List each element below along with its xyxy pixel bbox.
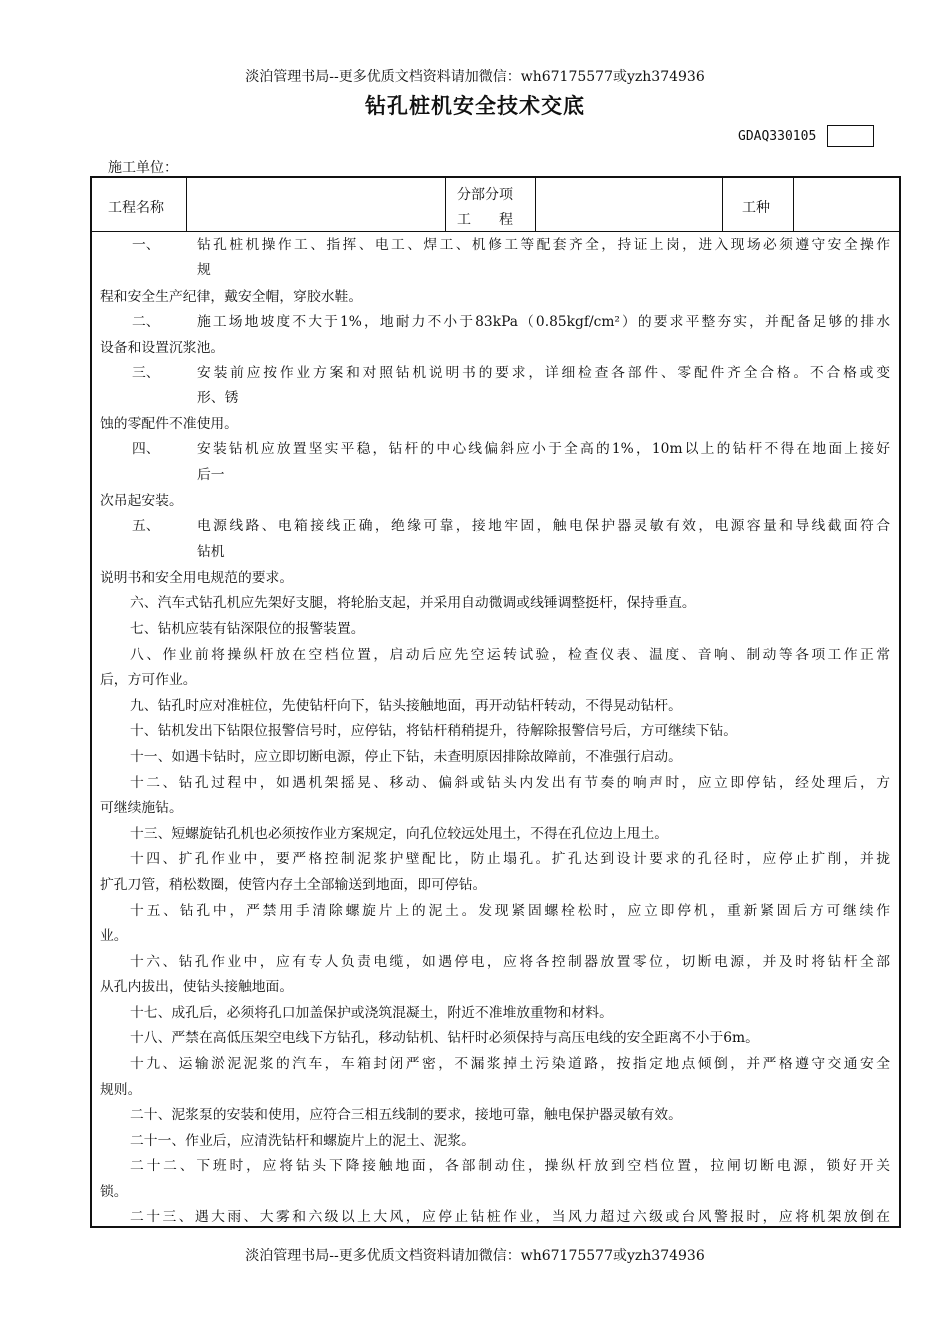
item-text: 安装前应按作业方案和对照钻机说明书的要求，详细检查各部件、零配件齐全合格。不合格或变 [197, 365, 890, 381]
list-item [100, 233, 890, 258]
paragraph-line: 九、钻孔时应对准桩位，先使钻杆向下，钻头接触地面，再开动钻杆转动，不得晃动钻杆。 [130, 698, 682, 714]
item-text: 安装钻机应放置坚实平稳，钻杆的中心线偏斜应小于全高的1%，10m以上的钻杆不得在地面上接好 [197, 441, 890, 457]
item-wrap-text: 规 [197, 262, 211, 278]
list-item-continuation [100, 489, 890, 514]
item-number: 二、 [132, 314, 160, 330]
item-continuation-text: 程和安全生产纪律，戴安全帽，穿胶水鞋。 [100, 289, 363, 305]
table-divider [186, 178, 187, 232]
paragraph-line: 十五、钻孔中，严禁用手清除螺旋片上的泥土。发现紧固螺栓松时，应立即停机，重新紧固后方可继续作 [130, 903, 890, 919]
item-continuation-text: 次吊起安装。 [100, 493, 183, 509]
list-item-continuation [100, 285, 890, 310]
list-item [100, 437, 890, 462]
table-divider [535, 178, 536, 232]
list-item-continuation [100, 412, 890, 437]
paragraph-continuation: 扩孔刀管，稍松数圈，使管内存土全部输送到地面，即可停钻。 [100, 877, 487, 893]
item-wrap-text: 后一 [197, 467, 225, 483]
work-type-label: 工种 [742, 200, 770, 216]
item-continuation-text: 蚀的零配件不准使用。 [100, 416, 238, 432]
list-item-wrap [100, 386, 890, 411]
item-number: 四、 [132, 441, 160, 457]
paragraph-line: 六、汽车式钻孔机应先架好支腿，将轮胎支起，并采用自动微调或线锤调整挺杆，保持垂直。 [130, 595, 696, 611]
list-item-continuation [100, 566, 890, 591]
sub-project-label-line1: 分部分项 [457, 187, 513, 203]
list-item-continuation [100, 336, 890, 361]
table-divider [722, 178, 723, 232]
item-continuation-text: 设备和设置沉浆池。 [100, 340, 225, 356]
item-number: 三、 [132, 365, 160, 381]
paragraph-continuation: 锁。 [100, 1184, 128, 1200]
paragraph-line: 二十三、遇大雨、大雾和六级以上大风，应停止钻桩作业，当风力超过六级或台风警报时，应将机架放倒在 [130, 1209, 890, 1225]
item-text: 钻孔桩机操作工、指挥、电工、焊工、机修工等配套齐全，持证上岗，进入现场必须遵守安全操作 [197, 237, 890, 253]
paragraph-line: 十、钻机发出下钻限位报警信号时，应停钻，将钻杆稍稍提升，待解除报警信号后，方可继续下钻。 [130, 723, 738, 739]
item-number: 五、 [132, 518, 160, 534]
item-continuation-text: 说明书和安全用电规范的要求。 [100, 570, 294, 586]
paragraph-line: 二十一、作业后，应清洗钻杆和螺旋片上的泥土、泥浆。 [130, 1133, 475, 1149]
paragraph-line: 二十、泥浆泵的安装和使用，应符合三相五线制的要求，接地可靠，触电保护器灵敏有效。 [130, 1107, 682, 1123]
table-divider [793, 178, 794, 232]
paragraph-line: 八、作业前将操纵杆放在空档位置，启动后应先空运转试验，检查仪表、温度、音响、制动等各项工作正常 [130, 647, 890, 663]
list-item [100, 514, 890, 539]
document-title: 钻孔桩机安全技术交底 [365, 94, 585, 118]
footer-watermark-note: 淡泊管理书局--更多优质文档资料请加微信：wh67175577或yzh374936 [245, 1248, 705, 1264]
list-item-wrap [100, 540, 890, 565]
paragraph-line: 二十二、下班时，应将钻头下降接触地面，各部制动住，操纵杆放到空档位置，拉闸切断电源，锁好开关 [130, 1158, 890, 1174]
list-item [100, 310, 890, 335]
paragraph-line: 十一、如遇卡钻时，应立即切断电源，停止下钻，未查明原因排除故障前，不准强行启动。 [130, 749, 682, 765]
table-divider [445, 178, 446, 232]
work-type-value[interactable] [797, 184, 897, 228]
project-name-label: 工程名称 [108, 200, 164, 216]
item-wrap-text: 形、锈 [197, 390, 239, 406]
item-number: 一、 [132, 237, 160, 253]
project-name-value[interactable] [190, 184, 440, 228]
sub-project-label-line2: 工 程 [457, 212, 513, 228]
list-item [100, 361, 890, 386]
list-item-wrap [100, 258, 890, 283]
item-text: 施工场地坡度不大于1%，地耐力不小于83kPa（0.85kgf/cm²）的要求平整夯实，并配备足够的排水 [197, 314, 890, 330]
paragraph-line: 十六、钻孔作业中，应有专人负责电缆，如遇停电，应将各控制器放置零位，切断电源，并及时将钻杆全部 [130, 954, 890, 970]
paragraph-line: 十七、成孔后，必须将孔口加盖保护或浇筑混凝土，附近不准堆放重物和材料。 [130, 1005, 613, 1021]
paragraph-continuation: 从孔内拔出，使钻头接触地面。 [100, 979, 294, 995]
document-code: GDAQ330105 [738, 129, 817, 144]
header-watermark-note: 淡泊管理书局--更多优质文档资料请加微信：wh67175577或yzh374936 [245, 69, 705, 85]
paragraph-line: 十二、钻孔过程中，如遇机架摇晃、移动、偏斜或钻头内发出有节奏的响声时，应立即停钻，经处理后，方 [130, 775, 890, 791]
paragraph-continuation: 可继续施钻。 [100, 800, 183, 816]
construction-unit-label: 施工单位： [108, 160, 178, 176]
paragraph-continuation: 后，方可作业。 [100, 672, 197, 688]
document-code-box [827, 125, 874, 147]
paragraph-line: 七、钻机应装有钻深限位的报警装置。 [130, 621, 365, 637]
paragraph-line: 十八、严禁在高低压架空电线下方钻孔，移动钻机、钻杆时必须保持与高压电线的安全距离不小于6m。 [130, 1030, 759, 1046]
item-wrap-text: 钻机 [197, 544, 225, 560]
sub-project-value[interactable] [539, 184, 719, 228]
item-text: 电源线路、电箱接线正确，绝缘可靠，接地牢固，触电保护器灵敏有效，电源容量和导线截面符合 [197, 518, 890, 534]
paragraph-line: 十四、扩孔作业中，要严格控制泥浆护壁配比，防止塌孔。扩孔达到设计要求的孔径时，应停止扩削，并拢 [130, 851, 890, 867]
paragraph-continuation: 业。 [100, 928, 128, 944]
list-item-wrap [100, 463, 890, 488]
paragraph-line: 十三、短螺旋钻孔机也必须按作业方案规定，向孔位较远处甩土，不得在孔位边上甩土。 [130, 826, 669, 842]
paragraph-continuation: 规则。 [100, 1082, 142, 1098]
paragraph-line: 十九、运输淤泥泥浆的汽车，车箱封闭严密，不漏浆掉土污染道路，按指定地点倾倒，并严格遵守交通安全 [130, 1056, 890, 1072]
